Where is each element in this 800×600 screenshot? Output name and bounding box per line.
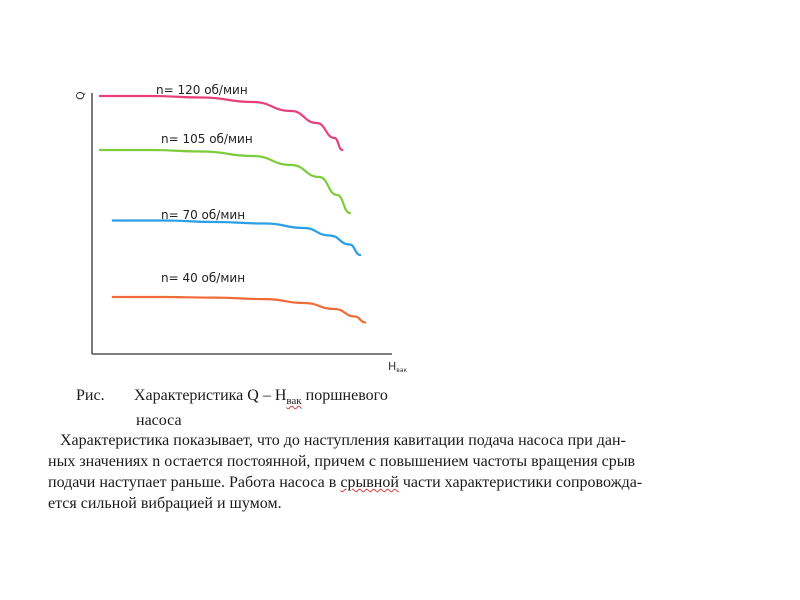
- series-line-40: [113, 297, 365, 323]
- body-line-3-spell: срывной: [340, 474, 399, 491]
- caption-line-1: [76, 386, 496, 411]
- x-axis-label-main: H: [388, 360, 397, 373]
- series-label-70: n= 70 об/мин: [161, 208, 246, 222]
- body-line-3: [48, 472, 760, 493]
- caption-title-sub: вак: [286, 395, 302, 408]
- body-line-3a: подачи наступает раньше. Работа насоса в: [48, 474, 341, 491]
- caption-prefix: Рис.: [76, 387, 105, 404]
- caption-title-part2: поршневого: [301, 387, 388, 404]
- caption-title-part1: Характеристика Q – H: [134, 387, 287, 404]
- figure-caption: [76, 386, 496, 430]
- body-line-3b: части характеристики сопровожда-: [398, 474, 643, 491]
- caption-line-2: насоса: [136, 412, 182, 430]
- x-axis-label: [388, 360, 407, 374]
- y-axis-label: Q: [74, 91, 87, 100]
- x-axis-label-sub: вак: [396, 367, 408, 374]
- body-paragraph: [48, 430, 760, 514]
- series-label-120: n= 120 об/мин: [156, 83, 248, 97]
- body-line-2: ных значениях n остается постоянной, причем с повышением частоты вращения срыв: [48, 453, 636, 470]
- series-line-70: [113, 221, 360, 256]
- body-line-1: Характеристика показывает, что до наступления кавитации подача насоса при дан-: [60, 432, 626, 449]
- series-line-105: [100, 150, 350, 213]
- body-line-4: ется сильной вибрацией и шумом.: [48, 495, 282, 512]
- series-label-105: n= 105 об/мин: [161, 132, 253, 146]
- series-label-40: n= 40 об/мин: [161, 271, 246, 285]
